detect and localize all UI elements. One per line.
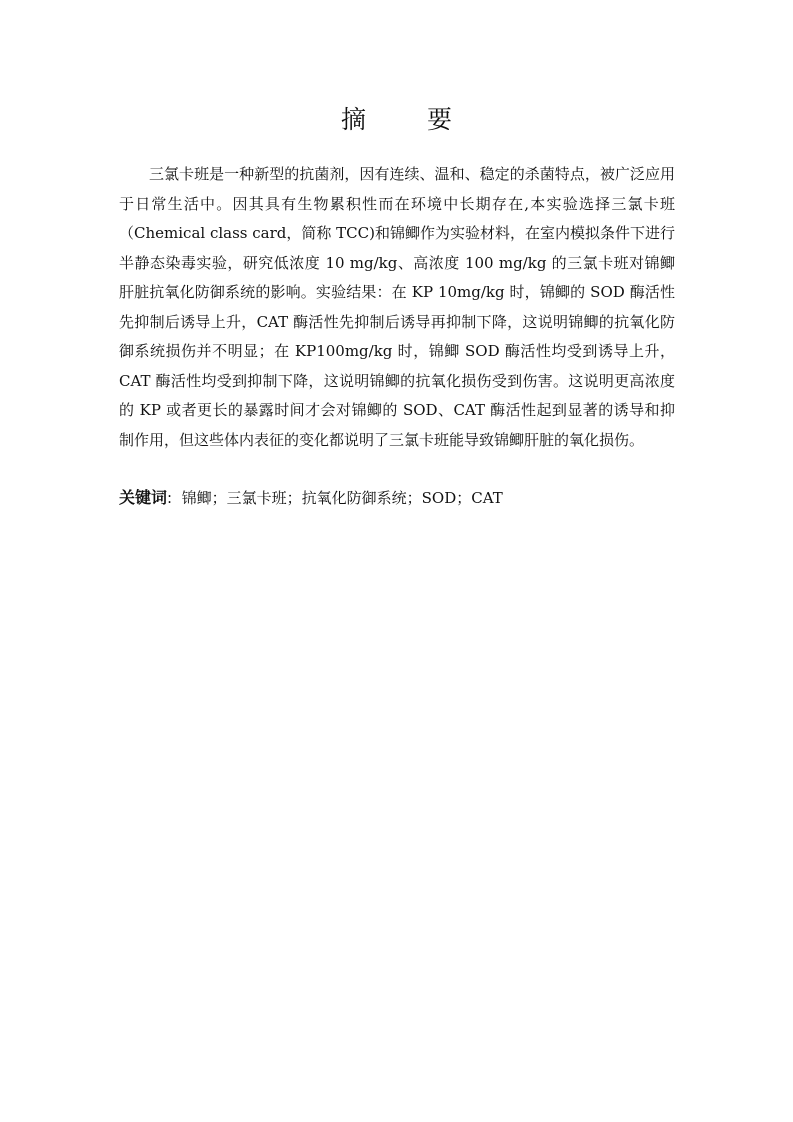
keywords-line <box>119 483 675 513</box>
page-title: 摘 要 <box>340 105 470 134</box>
keywords-text: 锦鲫；三氯卡班；抗氧化防御系统；SOD；CAT <box>181 489 503 507</box>
abstract-paragraph: 三氯卡班是一种新型的抗菌剂，因有连续、温和、稳定的杀菌特点，被广泛应用于日常生活中。因其具有生物累积性而在环境中长期存在,本实验选择三氯卡班（Chemical class card，简称 TCC)和锦鲫作为实验材料，在室内模拟条件下进行半静态染毒实验，研究低浓度 10 mg/kg、高浓度 100 mg/kg 的三氯卡班对锦鲫肝脏抗氧化防御系统的影响。实验结果：在 KP 10mg/kg 时，锦鲫的 SOD 酶活性先抑制后诱导上升，CAT 酶活性先抑制后诱导再抑制下降，这说明锦鲫的抗氧化防御系统损伤并不明显；在 KP100mg/kg 时，锦鲫 SOD 酶活性均受到诱导上升，CAT 酶活性均受到抑制下降，这说明锦鲫的抗氧化损伤受到伤害。这说明更高浓度的 KP 或者更长的暴露时间才会对锦鲫的 SOD、CAT 酶活性起到显著的诱导和抑制作用，但这些体内表征的变化都说明了三氯卡班能导致锦鲫肝脏的氧化损伤。 <box>119 165 675 449</box>
keywords-label: 关键词 <box>119 488 168 507</box>
keywords-separator: : <box>167 489 173 507</box>
